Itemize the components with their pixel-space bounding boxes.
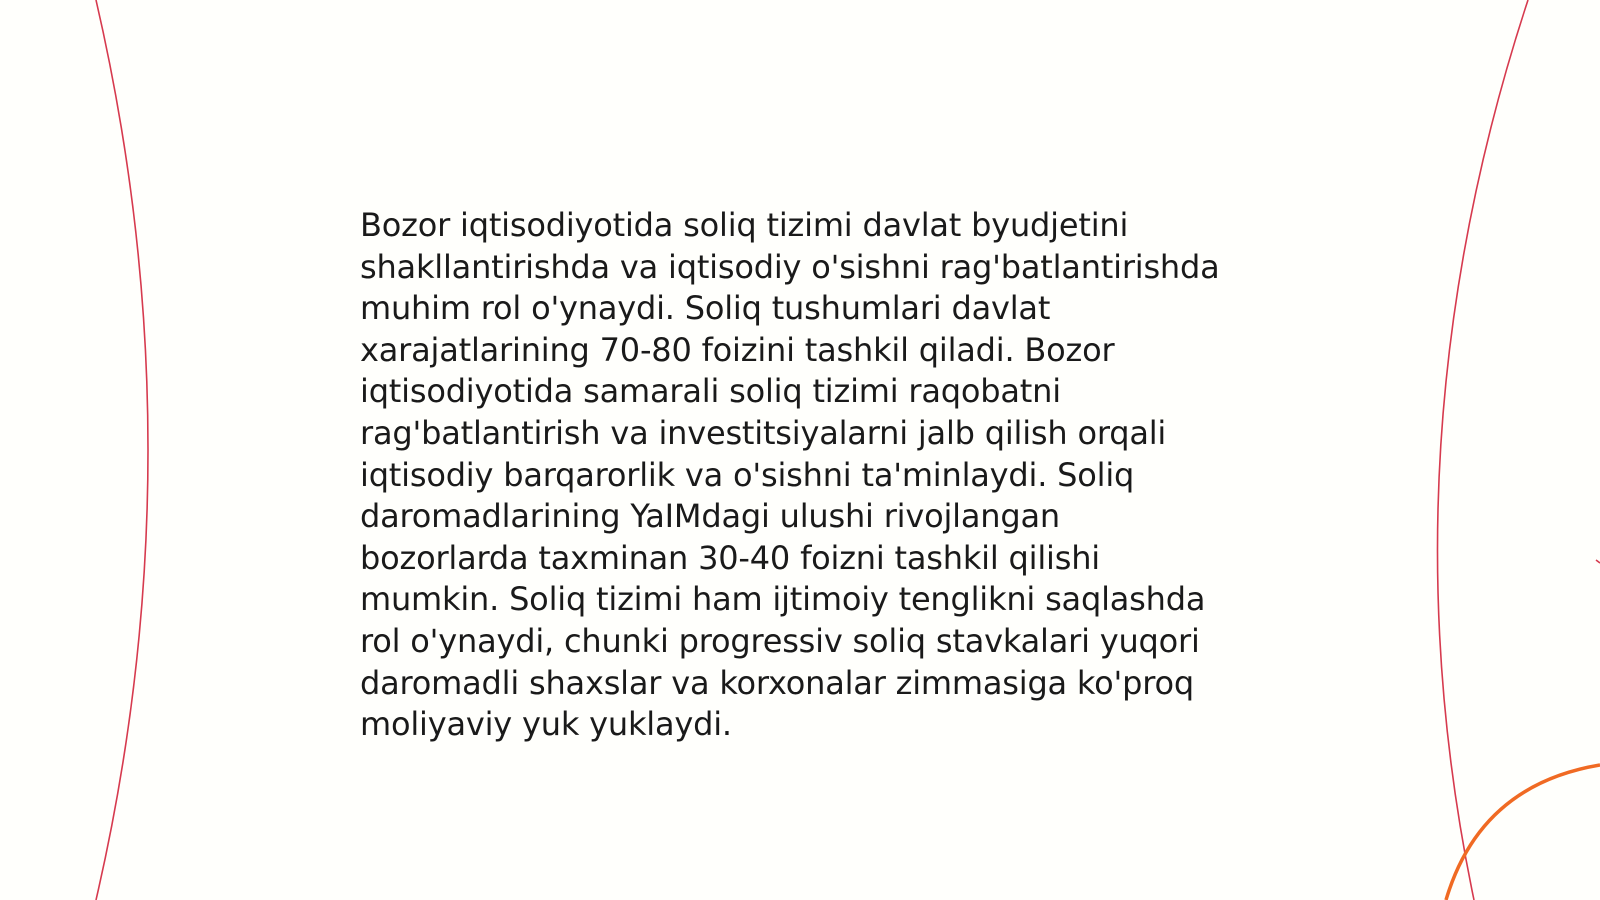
left-curve-line (96, 0, 148, 900)
slide-body-text: Bozor iqtisodiyotida soliq tizimi davlat byudjetini shakllantirishda va iqtisodiy o'sishni rag'batlantirishda muhim rol o'ynaydi. Soliq tushumlari davlat xarajatlarining 70-80 foizini tashkil qiladi. Bozor iqtisodiyotida samarali soliq tizimi raqobatni rag'batlantirish va investitsiyalarni jalb qilish orqali iqtisodiy barqarorlik va o'sishni ta'minlaydi. Soliq daromadlarining YaIMdagi ulushi rivojlangan bozorlarda taxminan 30-40 foizni tashkil qilishi mumkin. Soliq tizimi ham ijtimoiy tenglikni saqlashda rol o'ynaydi, chunki progressiv soliq stavkalari yuqori daromadli shaxslar va korxonalar zimmasiga ko'proq moliyaviy yuk yuklaydi. (360, 206, 1220, 744)
right-curve-line (1437, 0, 1528, 900)
right-edge-tick (1596, 560, 1600, 563)
